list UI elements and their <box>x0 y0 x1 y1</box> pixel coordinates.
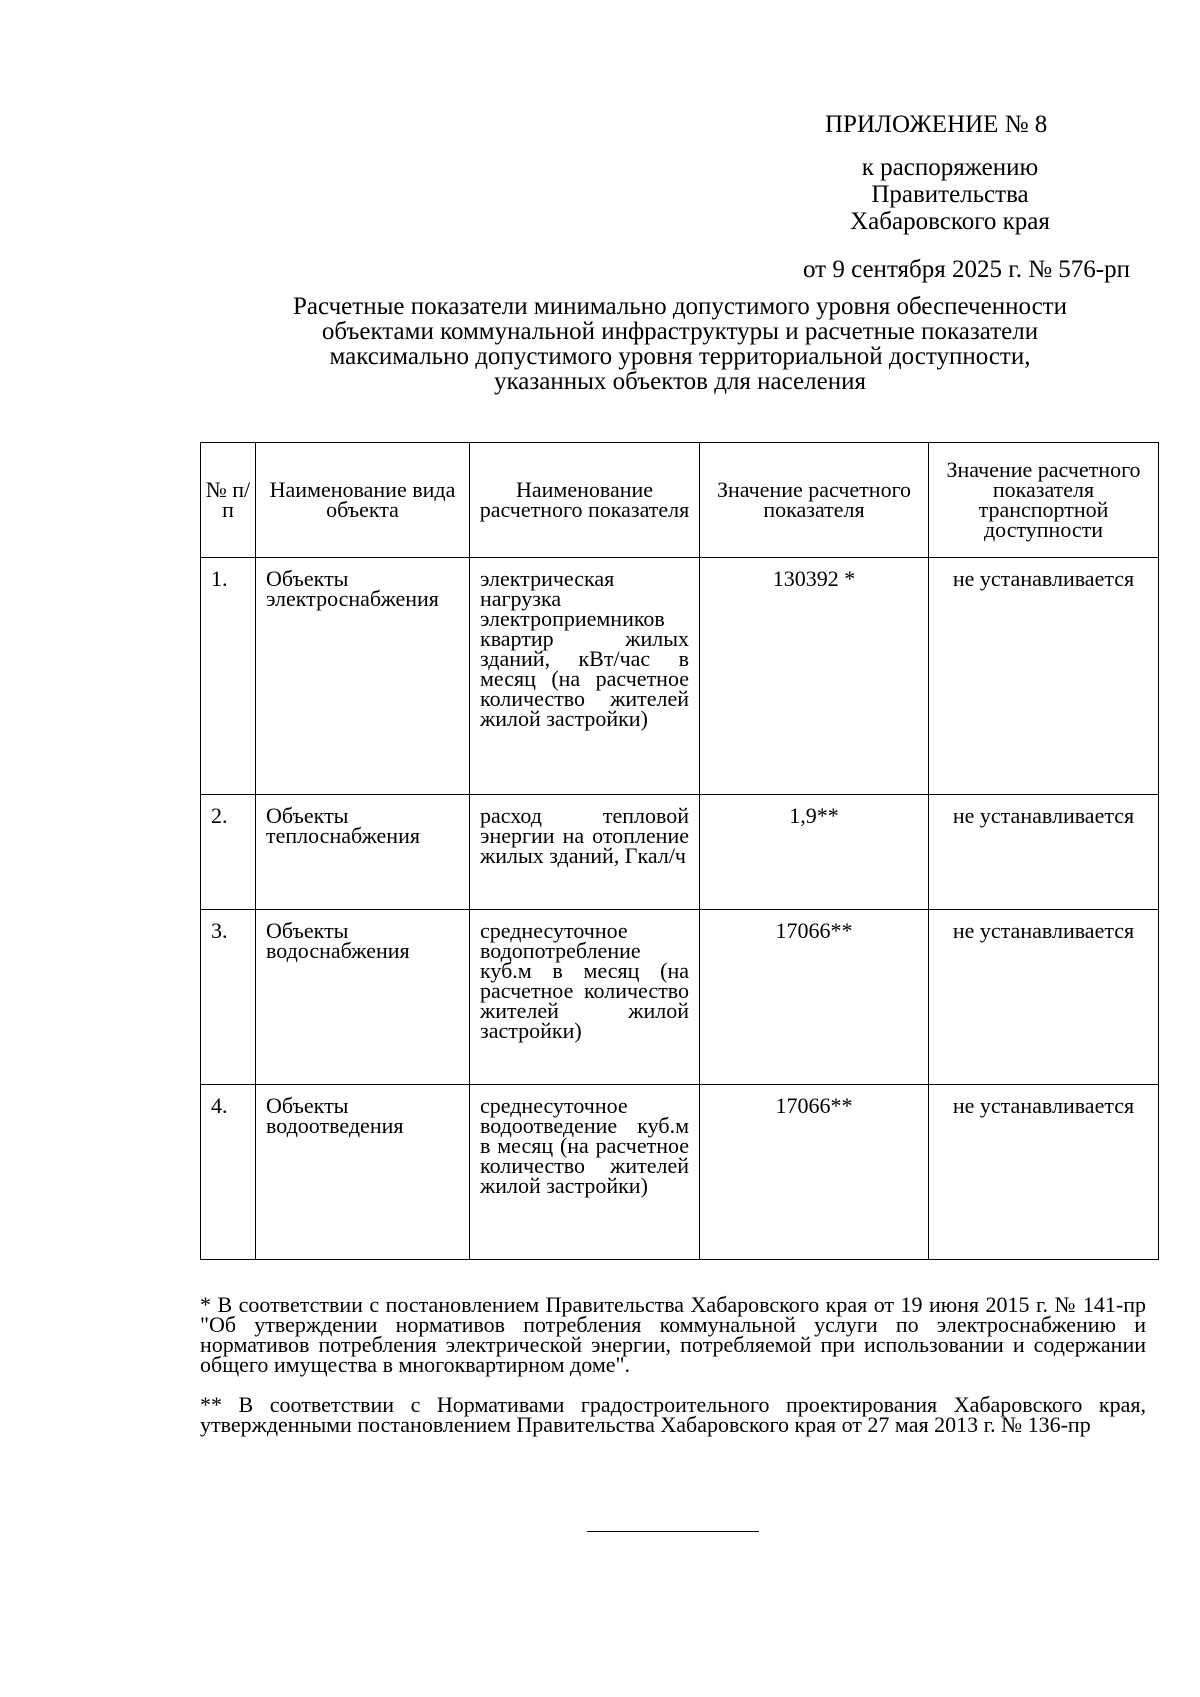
document-title <box>180 294 1180 394</box>
header-num: № п/п <box>201 443 256 558</box>
table-row <box>201 1085 1159 1260</box>
row-number: 3. <box>201 910 256 1085</box>
row-indicator: среднесуточное водопотребление куб.м в месяц (на расчетное количество жителей жилой застройки) <box>470 910 700 1085</box>
order-line-1: к распоряжению <box>861 154 1039 181</box>
table-row <box>201 795 1159 910</box>
row-number: 1. <box>201 558 256 795</box>
order-line-3: Хабаровского края <box>850 208 1050 235</box>
table-row <box>201 910 1159 1085</box>
row-value: 17066** <box>700 1085 929 1260</box>
row-number: 2. <box>201 795 256 910</box>
row-indicator: расход тепловой энергии на отопление жилых зданий, Гкал/ч <box>470 795 700 910</box>
row-value: 17066** <box>700 910 929 1085</box>
title-line: объектами коммунальной инфраструктуры и расчетные показатели <box>321 318 1039 345</box>
row-object-type: Объекты теплоснабжения <box>256 795 470 910</box>
end-divider <box>587 1531 759 1532</box>
footnote-double-asterisk: ** В соответствии с Нормативами градостроительного проектирования Хабаровского края, утвержденными постановлением Правительства Хабаровского края от 27 мая 2013 г. № 136-пр <box>200 1392 1146 1437</box>
title-line: указанных объектов для населения <box>494 368 866 395</box>
footnotes <box>200 1292 1146 1455</box>
row-accessibility: не устанавливается <box>929 1085 1159 1260</box>
appendix-number: ПРИЛОЖЕНИЕ № 8 <box>825 111 1048 138</box>
order-date: от 9 сентября 2025 г. № 576-рп <box>802 256 1130 283</box>
indicators-table <box>200 442 1159 1260</box>
row-indicator: среднесуточное водоотведение куб.м в месяц (на расчетное количество жителей жилой застройки) <box>470 1085 700 1260</box>
order-line-2: Правительства <box>871 181 1029 208</box>
table-header-row <box>201 443 1159 558</box>
appendix-header <box>745 110 1155 285</box>
header-object-type: Наименование вида объекта <box>256 443 470 558</box>
footnote-single-asterisk: * В соответствии с постановлением Правительства Хабаровского края от 19 июня 2015 г. № 141-пр "Об утверждении нормативов потребления коммунальной услуги по электроснабжению и нормативов потребления электрической энергии, потребляемой при использовании и содержании общего имущества в многоквартирном доме". <box>200 1292 1146 1377</box>
row-accessibility: не устанавливается <box>929 795 1159 910</box>
row-object-type: Объекты водоснабжения <box>256 910 470 1085</box>
row-value: 130392 * <box>700 558 929 795</box>
row-accessibility: не устанавливается <box>929 910 1159 1085</box>
title-line: Расчетные показатели минимально допустимого уровня обеспеченности <box>293 293 1067 320</box>
row-accessibility: не устанавливается <box>929 558 1159 795</box>
row-object-type: Объекты электроснабжения <box>256 558 470 795</box>
row-number: 4. <box>201 1085 256 1260</box>
header-value: Значение расчетного показателя <box>700 443 929 558</box>
header-indicator: Наименование расчетного показателя <box>470 443 700 558</box>
title-line: максимально допустимого уровня территориальной доступности, <box>329 343 1031 370</box>
header-accessibility: Значение расчетного показателя транспортной доступности <box>929 443 1159 558</box>
row-value: 1,9** <box>700 795 929 910</box>
row-indicator: электрическая нагрузка электроприемников квартир жилых зданий, кВт/час в месяц (на расчетное количество жителей жилой застройки) <box>470 558 700 795</box>
table-row <box>201 558 1159 795</box>
row-object-type: Объекты водоотведения <box>256 1085 470 1260</box>
